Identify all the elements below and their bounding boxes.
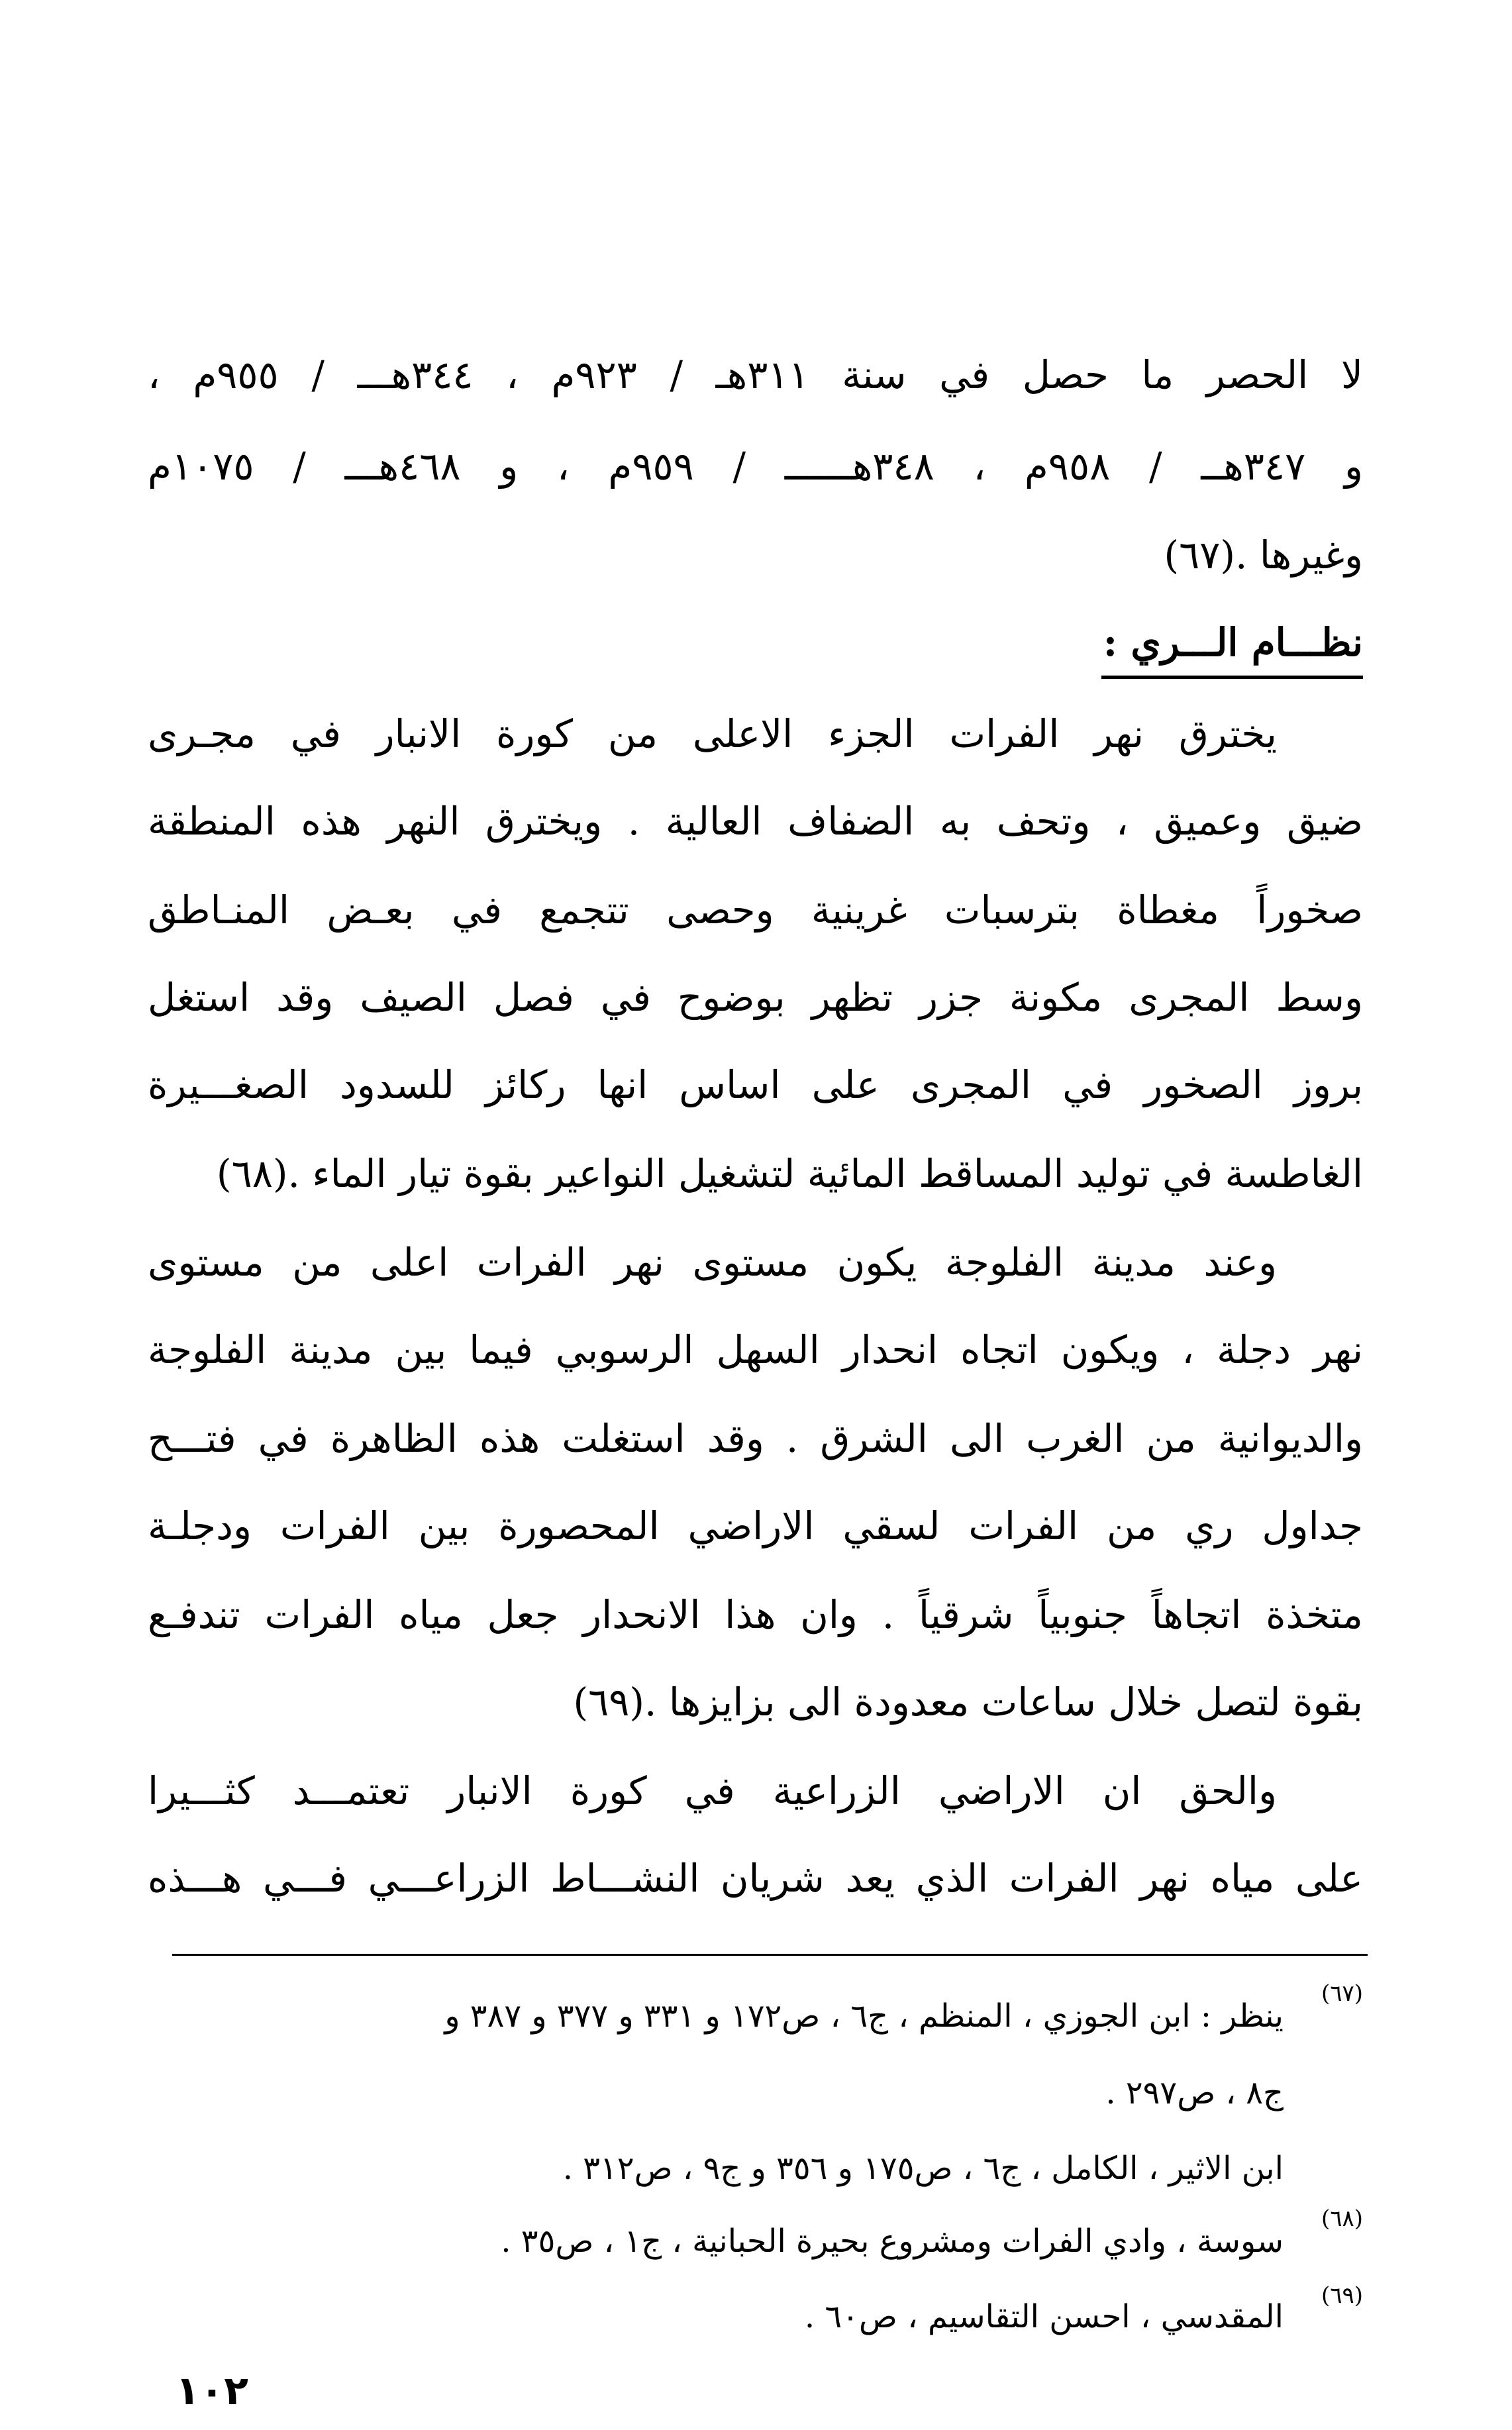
body-line: بروز الصخور في المجرى على اساس انها ركائز للسدود الصغـــيرة xyxy=(148,1062,1363,1107)
body-line: وسط المجرى مكونة جزر تظهر بوضوح في فصل الصيف وقد استغل xyxy=(148,975,1363,1020)
body-line: على مياه نهر الفرات الذي يعد شريان النشـــاط الزراعـــي فـــي هـــذه xyxy=(148,1856,1363,1901)
body-line: الغاطسة في توليد المساقط المائية لتشغيل النواعير بقوة تيار الماء .(٦٨) xyxy=(216,1151,1363,1196)
body-line: صخوراً مغطاة بترسبات غرينية وحصى تتجمع في بعـض المنـاطق xyxy=(148,887,1363,933)
body-line: بقوة لتصل خلال ساعات معدودة الى بزايزها .(٦٩) xyxy=(573,1680,1363,1725)
body-line: ضيق وعميق ، وتحف به الضفاف العالية . ويخترق النهر هذه المنطقة xyxy=(148,799,1363,844)
body-line: جداول ري من الفرات لسقي الاراضي المحصورة بين الفرات ودجلـة xyxy=(148,1503,1363,1548)
body-line: والحق ان الاراضي الزراعية في كورة الانبار تعتمـــد كثـــيرا xyxy=(148,1768,1277,1813)
body-line: و ٣٤٧هــ / ٩٥٨م ، ٣٤٨هــــــ / ٩٥٩م ، و ٤٦٨هـــ / ١٠٧٥م xyxy=(148,444,1363,489)
footnote-mark: (٦٧) xyxy=(1321,1980,1363,2007)
footnote-line: سوسة ، وادي الفرات ومشروع بحيرة الحبانية ، ج١ ، ص٣٥ . xyxy=(501,2223,1284,2260)
footnote-line: ابن الاثير ، الكامل ، ج٦ ، ص١٧٥ و ٣٥٦ و ج٩ ، ص٣١٢ . xyxy=(562,2150,1284,2187)
footnote-mark: (٦٩) xyxy=(1321,2282,1363,2309)
body-line: لا الحصر ما حصل في سنة ٣١١هـ / ٩٢٣م ، ٣٤٤هـــ / ٩٥٥م ، xyxy=(148,352,1363,397)
section-heading: نظـــام الـــري : xyxy=(1103,620,1363,665)
body-line: متخذة اتجاهاً جنوبياً شرقياً . وان هذا الانحدار جعل مياه الفرات تندفـع xyxy=(148,1592,1363,1637)
heading-underline xyxy=(1101,676,1363,679)
body-line: وغيرها .(٦٧) xyxy=(1164,532,1363,578)
body-line: يخترق نهر الفرات الجزء الاعلى من كورة الانبار في مجـرى xyxy=(148,711,1277,756)
body-line: نهر دجلة ، ويكون اتجاه انحدار السهل الرسوبي فيما بين مدينة الفلوجة xyxy=(148,1327,1363,1372)
body-line: وعند مدينة الفلوجة يكون مستوى نهر الفرات اعلى من مستوى xyxy=(148,1240,1277,1285)
footnote-line: ج٨ ، ص٢٩٧ . xyxy=(1105,2074,1284,2111)
footnote-line: ينظر : ابن الجوزي ، المنظم ، ج٦ ، ص١٧٢ و ٣٣١ و ٣٧٧ و ٣٨٧ و xyxy=(444,1998,1284,2035)
footnote-separator xyxy=(172,1954,1368,1956)
footnote-mark: (٦٨) xyxy=(1321,2205,1363,2232)
page-number: ١٠٢ xyxy=(176,2368,248,2414)
body-line: والديوانية من الغرب الى الشرق . وقد استغلت هذه الظاهرة في فتـــح xyxy=(148,1416,1363,1461)
footnote-line: المقدسي ، احسن التقاسيم ، ص٦٠ . xyxy=(804,2298,1284,2335)
